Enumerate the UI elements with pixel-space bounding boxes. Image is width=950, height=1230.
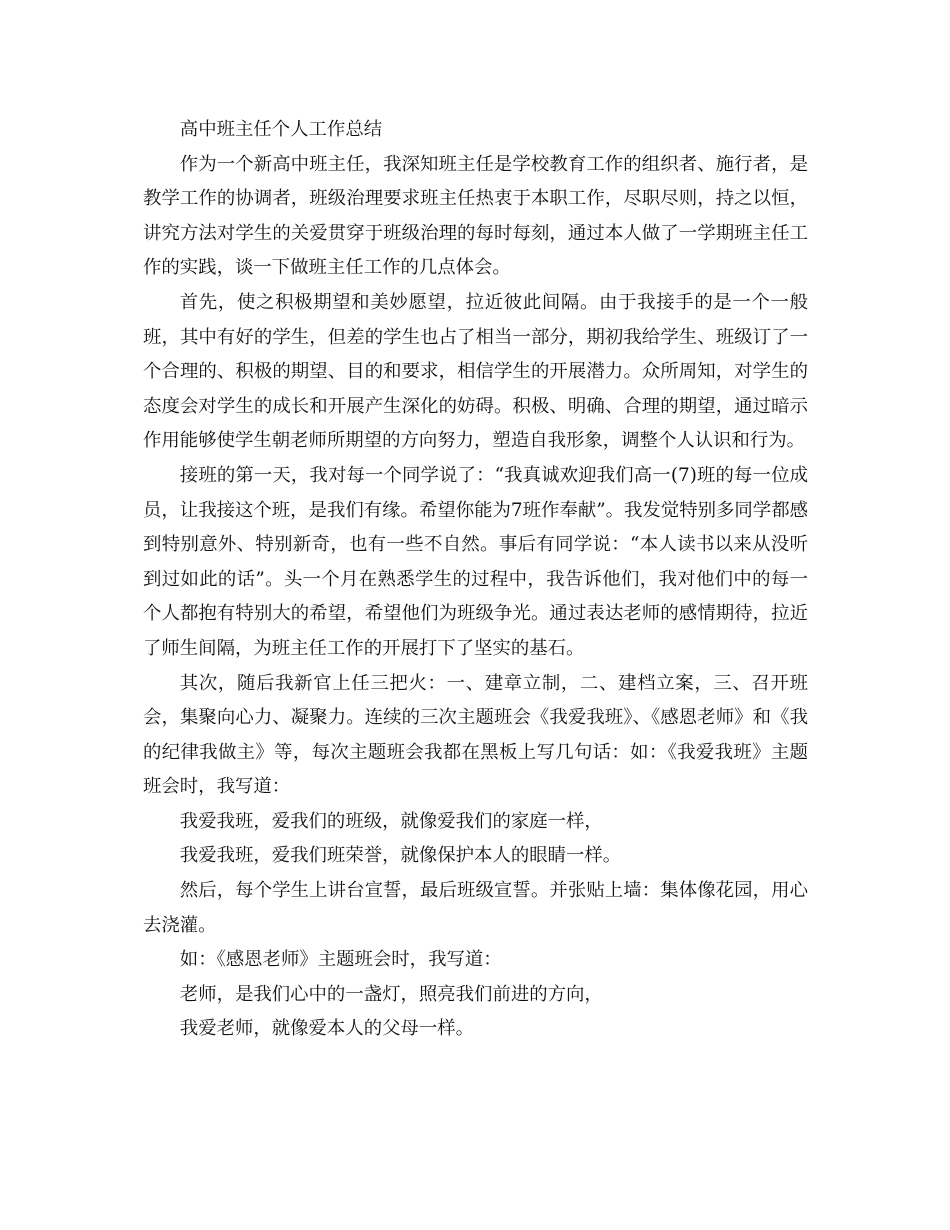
document-title: 高中班主任个人工作总结 <box>179 119 383 140</box>
paragraph-class-meetings: 其次，随后我新官上任三把火：一、建章立制，二、建档立案，三、召开班会，集聚向心力、凝聚力。连续的三次主题班会《我爱我班》、《感恩老师》和《我的纪律我做主》等，每次主题班会我都在黑板上写几句话：如：《我爱我班》主题班会时，我写道： <box>143 672 808 798</box>
document-body <box>143 113 808 1047</box>
paragraph-intro: 作为一个新高中班主任，我深知班主任是学校教育工作的组织者、施行者，是教学工作的协调者，班级治理要求班主任热衷于本职工作，尽职尽则，持之以恒，讲究方法对学生的关爱贯穿于班级治理的每时每刻，通过本人做了一学期班主任工作的实践，谈一下做班主任工作的几点体会。 <box>143 153 808 279</box>
paragraph-oath: 然后，每个学生上讲台宣誓，最后班级宣誓。并张贴上墙：集体像花园，用心去浇灌。 <box>143 880 808 936</box>
paragraph-first-day: 接班的第一天，我对每一个同学说了：“我真诚欢迎我们高一(7)班的每一位成员，让我接这个班，是我们有缘。希望你能为7班作奉献”。我发觉特别多同学都感到特别意外、特别新奇，也有一些不自然。事后有同学说：“本人读书以来从没听到过如此的话”。头一个月在熟悉学生的过程中，我告诉他们，我对他们中的每一个人都抱有特别大的希望，希望他们为班级争光。通过表达老师的感情期待，拉近了师生间隔，为班主任工作的开展打下了坚实的基石。 <box>143 464 808 659</box>
paragraph-expectations: 首先，使之积极期望和美妙愿望，拉近彼此间隔。由于我接手的是一个一般班，其中有好的学生，但差的学生也占了相当一部分，期初我给学生、班级订了一个合理的、积极的期望、目的和要求，相信学生的开展潜力。众所周知，对学生的态度会对学生的成长和开展产生深化的妨碍。积极、明确、合理的期望，通过暗示作用能够使学生朝老师所期望的方向努力，塑造自我形象，调整个人认识和行为。 <box>143 291 808 452</box>
paragraph-verse-1: 我爱我班，爱我们的班级，就像爱我们的家庭一样， <box>179 810 603 832</box>
paragraph-gratitude-intro: 如：《感恩老师》主题班会时，我写道： <box>179 949 502 971</box>
paragraph-verse-3: 老师，是我们心中的一盏灯，照亮我们前进的方向， <box>179 983 603 1005</box>
paragraph-verse-4: 我爱老师，就像爱本人的父母一样。 <box>179 1018 475 1040</box>
paragraph-verse-2: 我爱我班，爱我们班荣誉，就像保护本人的眼睛一样。 <box>179 845 622 867</box>
